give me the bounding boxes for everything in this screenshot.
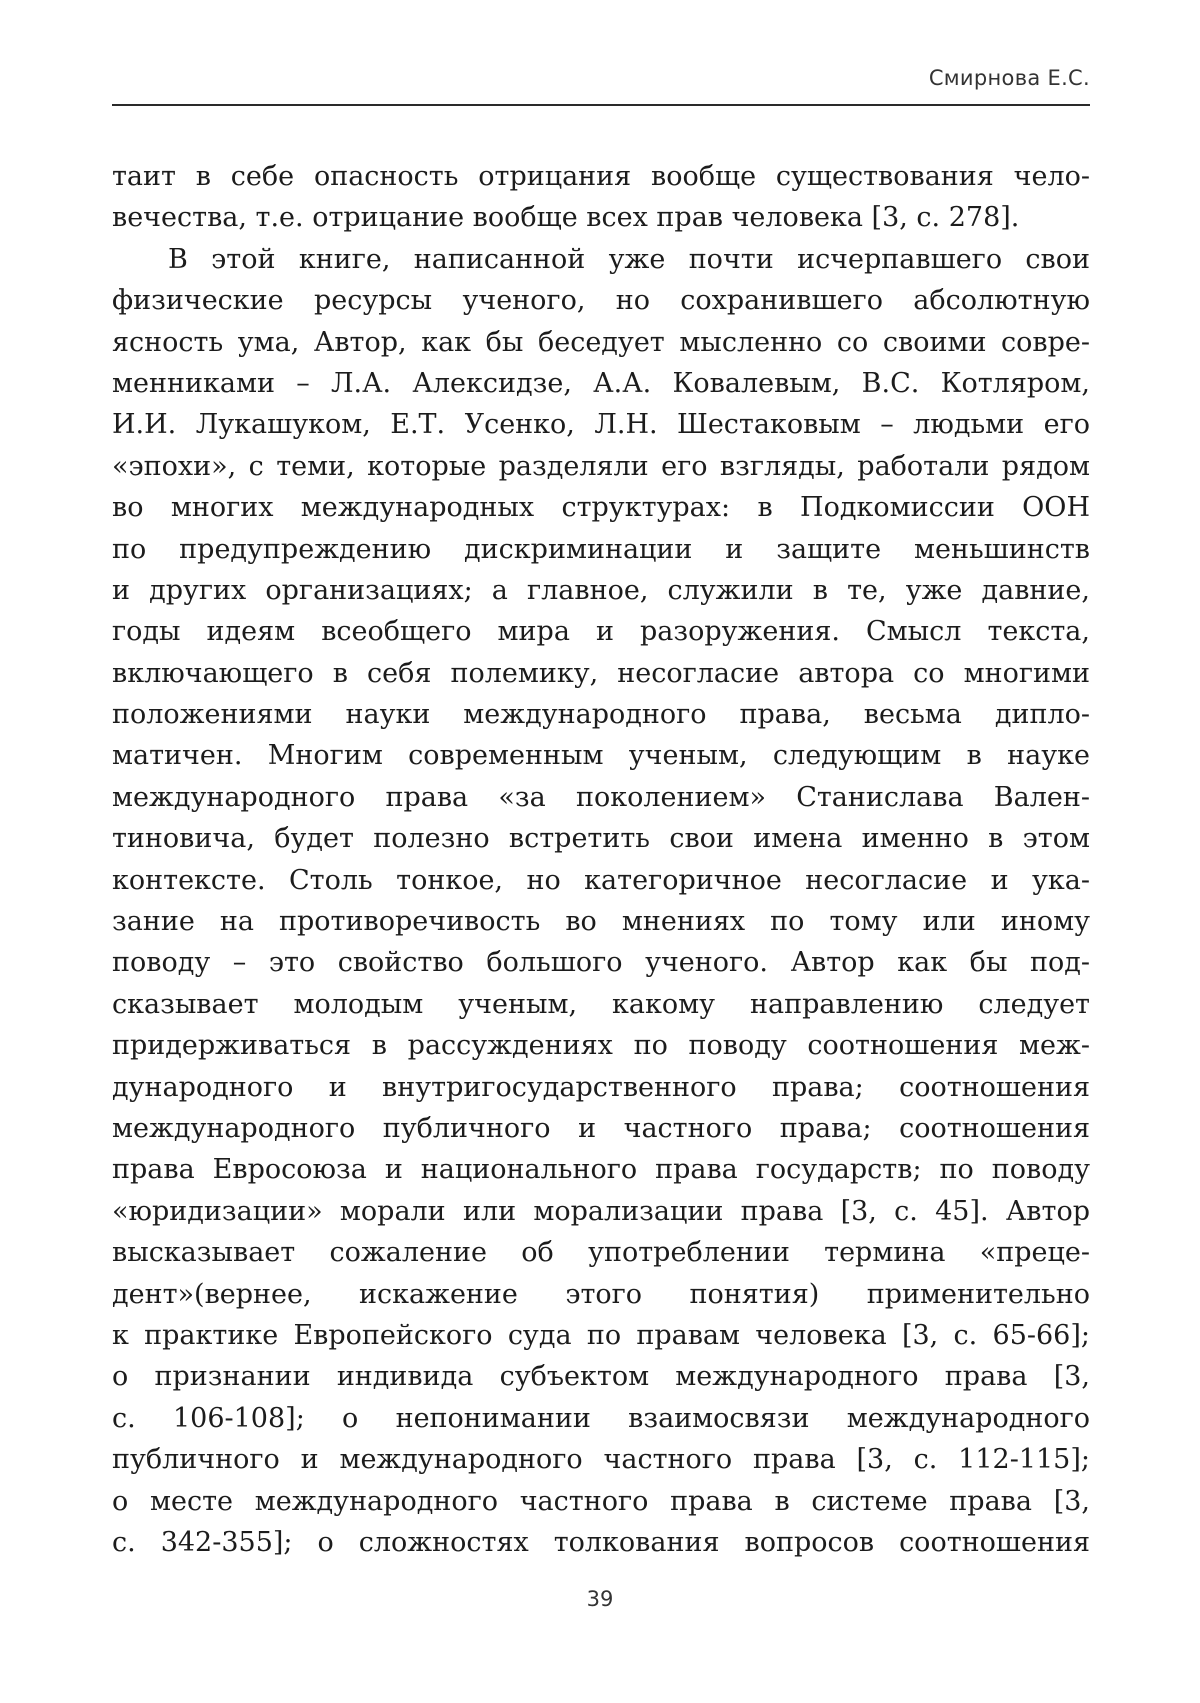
text-line: ясность ума, Автор, как бы беседует мысленно со своими совре-: [112, 326, 1090, 358]
page-number: 39: [586, 1587, 614, 1611]
text-line: тиновича, будет полезно встретить свои имена именно в этом: [112, 823, 1090, 855]
text-line: публичного и международного частного права [3, с. 112-115];: [112, 1444, 1090, 1476]
text-line: во многих международных структурах: в Подкомиссии ООН: [112, 492, 1090, 524]
text-line: менниками – Л.А. Алексидзе, А.А. Ковалевым, В.С. Котляром,: [112, 367, 1090, 399]
text-line: с. 106-108]; о непонимании взаимосвязи международного: [112, 1402, 1090, 1434]
text-line: таит в себе опасность отрицания вообще существования чело-: [112, 161, 1090, 192]
text-line: придерживаться в рассуждениях по поводу соотношения меж-: [112, 1030, 1090, 1062]
text-line: «юридизации» морали или морализации права [3, с. 45]. Автор: [112, 1195, 1090, 1227]
text-line: международного права «за поколением» Станислава Вален-: [112, 781, 1090, 813]
text-line: годы идеям всеобщего мира и разоружения. Смысл текста,: [112, 616, 1090, 648]
text-line: матичен. Многим современным ученым, следующим в науке: [112, 740, 1090, 772]
text-line: контексте. Столь тонкое, но категоричное несогласие и ука-: [112, 864, 1090, 896]
text-line: международного публичного и частного права; соотношения: [112, 1112, 1090, 1144]
text-line: физические ресурсы ученого, но сохранившего абсолютную: [112, 285, 1090, 317]
running-head: Смирнова Е.С.: [928, 66, 1090, 90]
header-rule: [112, 104, 1090, 106]
text-line: о месте международного частного права в системе права [3,: [112, 1485, 1090, 1517]
text-line: права Евросоюза и национального права государств; по поводу: [112, 1154, 1090, 1186]
text-line: поводу – это свойство большого ученого. Автор как бы под-: [112, 947, 1090, 979]
text-line: включающего в себя полемику, несогласие автора со многими: [112, 657, 1090, 689]
text-line: положениями науки международного права, весьма дипло-: [112, 699, 1090, 731]
text-line: И.И. Лукашуком, Е.Т. Усенко, Л.Н. Шестаковым – людьми его: [112, 409, 1090, 441]
text-line: сказывает молодым ученым, какому направлению следует: [112, 988, 1090, 1020]
text-line: с. 342-355]; о сложностях толкования вопросов соотношения: [112, 1526, 1090, 1558]
text-line: «эпохи», с теми, которые разделяли его взгляды, работали рядом: [112, 450, 1090, 482]
body-text: [112, 156, 1090, 1563]
text-line: вечества, т.е. отрицание вообще всех прав человека [3, с. 278].: [112, 202, 1020, 234]
text-line: по предупреждению дискриминации и защите меньшинств: [112, 533, 1090, 565]
text-line: о признании индивида субъектом международного права [3,: [112, 1361, 1090, 1393]
text-line: зание на противоречивость во мнениях по тому или иному: [112, 906, 1090, 938]
text-line: высказывает сожаление об употреблении термина «преце-: [112, 1237, 1090, 1269]
text-line: и других организациях; а главное, служили в те, уже давние,: [112, 574, 1090, 606]
paragraph-first-line: В этой книге, написанной уже почти исчерпавшего свои: [168, 243, 1090, 275]
text-line: к практике Европейского суда по правам человека [3, с. 65-66];: [112, 1319, 1090, 1351]
text-line: дент»(вернее, искажение этого понятия) применительно: [112, 1278, 1090, 1310]
text-line: дународного и внутригосударственного права; соотношения: [112, 1071, 1090, 1103]
